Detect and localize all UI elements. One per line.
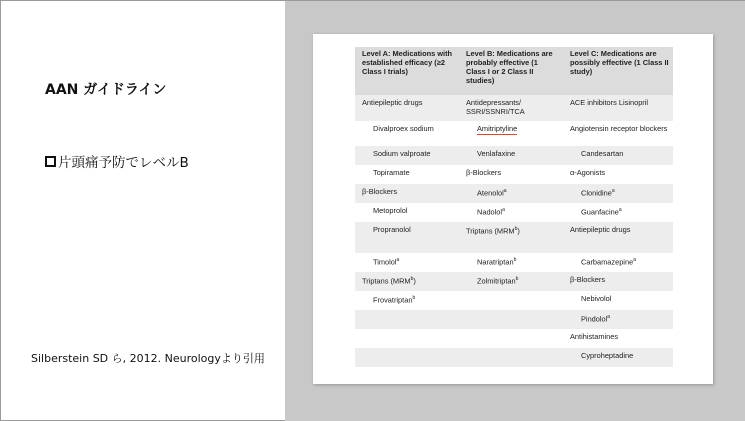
- table-cell: [355, 121, 459, 146]
- table-cell: [355, 146, 459, 165]
- cell-text-suffix: ): [413, 276, 416, 286]
- footnote-marker: b: [410, 275, 414, 282]
- table-cell: [355, 165, 459, 184]
- table-row: [355, 184, 673, 203]
- cell-text: Zolmitriptan: [477, 276, 516, 286]
- table-cell: [355, 329, 459, 348]
- cell-text: Angiotensin receptor blockers: [570, 123, 668, 133]
- cell-text: Metoprolol: [373, 205, 408, 215]
- cell-text: α-Agonists: [570, 167, 606, 177]
- table-cell: [459, 184, 563, 203]
- cell-text: Amitriptyline: [477, 123, 518, 133]
- header-level-c: Level C: Medications are possibly effective (1 Class II study): [563, 47, 673, 95]
- table-cell: [355, 222, 459, 253]
- table-cell: [563, 95, 673, 121]
- header-level-a: Level A: Medications with established efficacy (≥2 Class I trials): [355, 47, 459, 95]
- cell-text: Antidepressants/ SSRI/SSNRI/TCA: [466, 98, 525, 116]
- cell-text: β-Blockers: [466, 167, 502, 177]
- table-cell: [563, 222, 673, 253]
- cell-text: Sodium valproate: [373, 148, 431, 158]
- table-cell: [459, 272, 563, 291]
- footnote-marker: a: [618, 206, 622, 213]
- table-cell: [563, 310, 673, 329]
- footnote-marker: b: [412, 294, 416, 301]
- table-cell: [459, 121, 563, 146]
- table-row: [355, 310, 673, 329]
- citation: Silberstein SD ら, 2012. Neurologyより引用: [31, 352, 265, 365]
- footnote-marker: b: [513, 256, 517, 263]
- table-cell: [459, 348, 563, 367]
- table-cell: [563, 253, 673, 272]
- table-cell: [355, 184, 459, 203]
- cell-text: β-Blockers: [570, 274, 606, 284]
- footnote-marker: a: [396, 256, 400, 263]
- cell-text: Guanfacine: [581, 207, 619, 217]
- table-cell: [355, 95, 459, 121]
- table-cell: [355, 310, 459, 329]
- table-cell: [563, 272, 673, 291]
- cell-text: Antiepileptic drugs: [570, 224, 631, 234]
- table-cell: [563, 329, 673, 348]
- table-cell: [459, 146, 563, 165]
- cell-text: ACE inhibitors Lisinopril: [570, 98, 649, 107]
- cell-text: β-Blockers: [362, 186, 398, 196]
- table-cell: [459, 165, 563, 184]
- cell-text: Atenolol: [477, 188, 504, 198]
- table-row: [355, 146, 673, 165]
- table-row: [355, 222, 673, 253]
- table-cell: [459, 95, 563, 121]
- table-row: [355, 272, 673, 291]
- cell-text: Antihistamines: [570, 331, 619, 341]
- footnote-marker: b: [515, 275, 519, 282]
- cell-text: Frovatriptan: [373, 295, 413, 305]
- cell-text: Naratriptan: [477, 257, 514, 267]
- table-cell: [459, 203, 563, 222]
- cell-text: Timolol: [373, 257, 397, 267]
- table-cell: [563, 203, 673, 222]
- cell-text: Triptans (MRM: [362, 276, 411, 286]
- bullet-point: [45, 151, 189, 171]
- table-cell: [459, 253, 563, 272]
- table-cell: [459, 310, 563, 329]
- table-row: [355, 348, 673, 367]
- table-cell: [355, 291, 459, 310]
- table-cell: [563, 165, 673, 184]
- header-level-b: Level B: Medications are probably effective (1 Class I or 2 Class II studies): [459, 47, 563, 95]
- table-row: [355, 121, 673, 146]
- table-cell: [355, 272, 459, 291]
- footnote-marker: a: [503, 187, 507, 194]
- footnote-marker: b: [514, 225, 518, 232]
- cell-text: Triptans (MRM: [466, 226, 515, 236]
- cell-text: Clonidine: [581, 188, 612, 198]
- table-row: [355, 329, 673, 348]
- cell-text: Propranolol: [373, 224, 411, 234]
- slide-title: AAN ガイドライン: [45, 82, 167, 98]
- aan-guideline-table: [355, 47, 673, 367]
- table-cell: [563, 146, 673, 165]
- bullet-text: 片頭痛予防でレベルB: [58, 155, 189, 171]
- table-cell: [459, 291, 563, 310]
- table-cell: [563, 348, 673, 367]
- cell-text: Cyproheptadine: [581, 350, 634, 360]
- table-cell: [563, 291, 673, 310]
- table-cell: [563, 121, 673, 146]
- table-cell: [355, 203, 459, 222]
- footnote-marker: a: [611, 187, 615, 194]
- table-row: [355, 165, 673, 184]
- cell-text: Topiramate: [373, 167, 410, 177]
- table-cell: [563, 184, 673, 203]
- table-cell: [459, 222, 563, 253]
- cell-text: Pindolol: [581, 314, 608, 324]
- footnote-marker: a: [502, 206, 505, 213]
- table-row: [355, 95, 673, 121]
- cell-text: Nebivolol: [581, 293, 612, 303]
- cell-text: Nadolol: [477, 207, 503, 217]
- table-row: [355, 291, 673, 310]
- table-image: [313, 34, 713, 384]
- cell-text: Divalproex sodium: [373, 123, 434, 133]
- cell-text: Carbamazepine: [581, 257, 634, 267]
- table-header-row: [355, 47, 673, 95]
- cell-text: Venlafaxine: [477, 148, 516, 158]
- square-bullet-icon: [45, 156, 56, 167]
- footnote-marker: a: [607, 313, 611, 320]
- footnote-marker: a: [633, 256, 636, 263]
- table-row: [355, 203, 673, 222]
- cell-text: Candesartan: [581, 148, 624, 158]
- cell-text: Antiepileptic drugs: [362, 98, 423, 107]
- table-cell: [355, 253, 459, 272]
- cell-text-suffix: ): [517, 226, 520, 236]
- table-row: [355, 253, 673, 272]
- table-cell: [355, 348, 459, 367]
- table-cell: [459, 329, 563, 348]
